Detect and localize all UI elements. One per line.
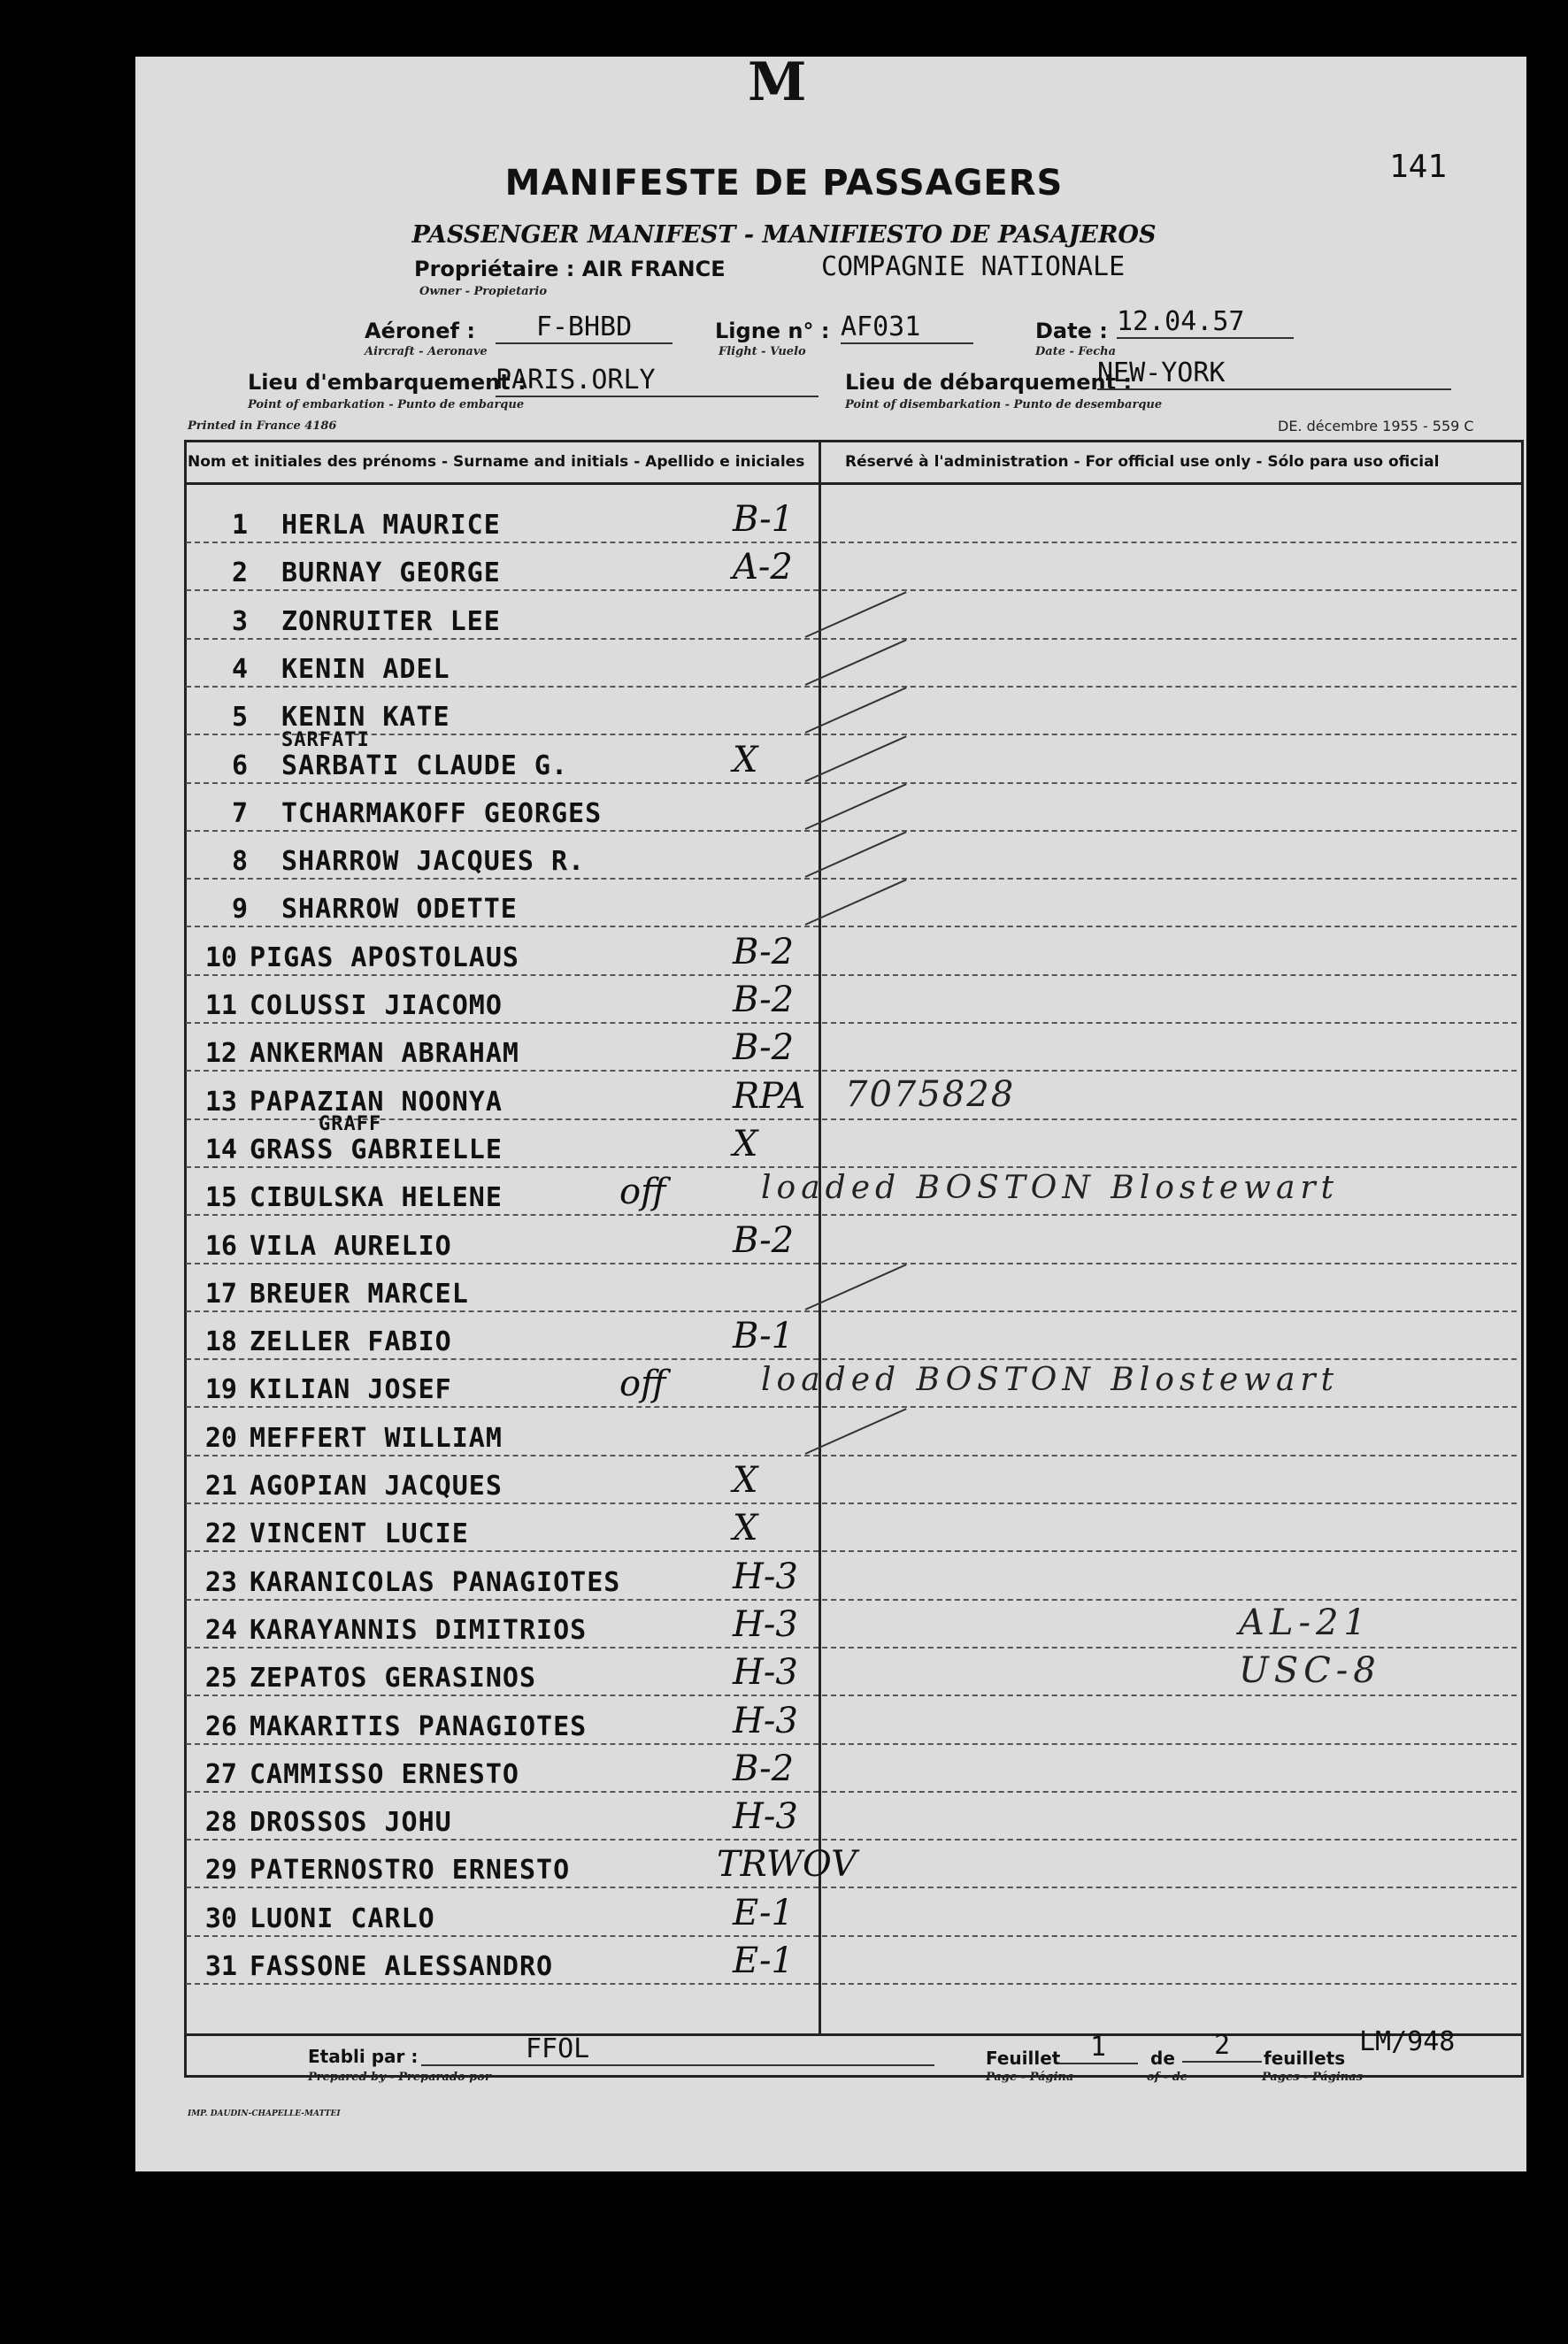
row-number: 30 (204, 1902, 237, 1934)
row-number: 5 (231, 702, 248, 734)
page-number: 141 (1389, 149, 1448, 185)
seat-mark: B-2 (733, 931, 795, 972)
of-value: 2 (1182, 2030, 1262, 2063)
row-number: 8 (231, 846, 248, 878)
seat-mark: E-1 (733, 1892, 794, 1933)
table-row-rule (186, 1310, 1517, 1312)
row-number: 25 (204, 1663, 237, 1695)
prepared-label: Etabli par : (308, 2046, 419, 2067)
embark-label: Lieu d'embarquement : (248, 370, 527, 395)
table-row-rule (186, 1839, 1517, 1841)
row-number: 26 (204, 1710, 237, 1742)
passenger-name: HERLA MAURICE (281, 510, 501, 541)
seat-mark: B-2 (733, 980, 795, 1020)
row-number: 12 (204, 1038, 237, 1070)
passenger-name: LUONI CARLO (250, 1902, 435, 1934)
table-row-rule (186, 1263, 1517, 1264)
seat-mark: off (619, 1172, 666, 1213)
passenger-name: PATERNOSTRO ERNESTO (250, 1855, 571, 1887)
page-subtitle: PASSENGER MANIFEST - MANIFIESTO DE PASAJEROS (411, 221, 1157, 249)
seat-mark: B-1 (733, 499, 795, 540)
row-number: 24 (204, 1614, 237, 1646)
passenger-name: SHARROW ODETTE (281, 894, 518, 926)
passenger-name: PIGAS APOSTOLAUS (250, 941, 519, 973)
row-number: 10 (204, 941, 237, 973)
table-row-rule (186, 686, 1517, 688)
row-number: 28 (204, 1807, 237, 1839)
disembark-value: NEW-YORK (1097, 357, 1451, 390)
form-code: DE. décembre 1955 - 559 C (1278, 418, 1474, 434)
seat-mark: B-2 (733, 1219, 795, 1261)
sheet-sub-page: Page - Página (986, 2071, 1074, 2084)
table-row-rule (186, 1935, 1517, 1937)
passenger-name: ZEPATOS GERASINOS (250, 1663, 537, 1695)
row-number: 2 (231, 557, 248, 589)
row-number: 21 (204, 1471, 237, 1502)
sheet-sub-pages: Pages - Páginas (1262, 2071, 1364, 2084)
table-row-rule (186, 1455, 1517, 1456)
table-row-rule (186, 1358, 1517, 1360)
row-number: 15 (204, 1182, 237, 1214)
seat-mark: B-2 (733, 1748, 795, 1789)
passenger-name: KENIN KATE (281, 702, 450, 734)
seat-mark: X (733, 1460, 758, 1501)
seat-mark: H-3 (733, 1700, 798, 1741)
row-number: 6 (231, 749, 248, 781)
seat-mark: X (733, 1123, 758, 1164)
row-number: 9 (231, 894, 248, 926)
table-row-rule (186, 1118, 1517, 1120)
table-row-rule (186, 638, 1517, 640)
table-row-rule (186, 1647, 1517, 1648)
table-row-rule (186, 1695, 1517, 1696)
passenger-name: ZELLER FABIO (250, 1326, 452, 1358)
table-row-rule (186, 878, 1517, 880)
aircraft-label: Aéronef : (365, 319, 475, 343)
table-row-rule (186, 589, 1517, 591)
table-row-rule (186, 1070, 1517, 1072)
passenger-name: CAMMISSO ERNESTO (250, 1758, 519, 1790)
passenger-name: BREUER MARCEL (250, 1278, 469, 1310)
seat-mark: TRWOV (717, 1844, 857, 1886)
col-admin-header: Réservé à l'administration - For official use only - Sólo para uso oficial (845, 453, 1440, 471)
row-number: 3 (231, 605, 248, 637)
passenger-name: AGOPIAN JACQUES (250, 1471, 503, 1502)
passenger-name: DROSSOS JOHU (250, 1807, 452, 1839)
reference-code: LM/948 (1359, 2026, 1456, 2057)
owner-value: COMPAGNIE NATIONALE (821, 251, 1126, 282)
passenger-name: MEFFERT WILLIAM (250, 1422, 503, 1454)
sheet-sub-of: of - de (1147, 2071, 1188, 2084)
passenger-name: ZONRUITER LEE (281, 605, 501, 637)
row-number: 4 (231, 653, 248, 685)
seat-mark: H-3 (733, 1652, 798, 1694)
table-row-rule (186, 1599, 1517, 1601)
sheet-label: Feuillet (986, 2048, 1061, 2069)
passenger-name: KILIAN JOSEF (250, 1374, 452, 1406)
table-row-rule (186, 974, 1517, 976)
printer-credit: IMP. DAUDIN-CHAPELLE-MATTEI (188, 2110, 341, 2118)
embark-value: PARIS.ORLY (496, 365, 819, 397)
table-row-rule (186, 1166, 1517, 1168)
admin-note: loaded BOSTON Blostewart (761, 1362, 1340, 1399)
passenger-name: KARAYANNIS DIMITRIOS (250, 1614, 588, 1646)
passenger-name: KARANICOLAS PANAGIOTES (250, 1566, 621, 1598)
date-value: 12.04.57 (1117, 306, 1294, 339)
row-number: 7 (231, 797, 248, 829)
printed-note: Printed in France 4186 (188, 419, 337, 433)
table-row-rule (186, 782, 1517, 784)
seat-mark: off (619, 1364, 666, 1405)
passenger-name: PAPAZIAN NOONYA (250, 1086, 503, 1118)
seat-mark: B-2 (733, 1027, 795, 1069)
seat-mark: X (733, 739, 758, 780)
passenger-name: ANKERMAN ABRAHAM (250, 1038, 519, 1070)
row-number: 18 (204, 1326, 237, 1358)
aircraft-value: F-BHBD (496, 311, 673, 344)
table-row-rule (186, 1791, 1517, 1793)
admin-note: USC-8 (1239, 1650, 1381, 1692)
row-number: 14 (204, 1134, 237, 1165)
admin-note: loaded BOSTON Blostewart (761, 1170, 1340, 1207)
row-number: 16 (204, 1230, 237, 1262)
passenger-name: GRASS GABRIELLE (250, 1134, 503, 1165)
table-row-rule (186, 1743, 1517, 1745)
table-row-rule (186, 1022, 1517, 1024)
flight-label: Ligne n° : (715, 319, 830, 343)
table-row-rule (186, 1550, 1517, 1552)
passenger-name: FASSONE ALESSANDRO (250, 1951, 554, 1982)
row-number: 20 (204, 1422, 237, 1454)
passenger-name: SHARROW JACQUES R. (281, 846, 586, 878)
table-row-rule (186, 1983, 1517, 1985)
sheet-value: 1 (1058, 2032, 1138, 2064)
top-mark: M (748, 51, 807, 113)
table-row-rule (186, 926, 1517, 927)
seat-mark: A-2 (733, 547, 793, 588)
table-row-rule (186, 830, 1517, 832)
admin-note: AL-21 (1239, 1602, 1372, 1643)
col-name-header: Nom et initiales des prénoms - Surname and initials - Apellido e iniciales (188, 453, 805, 471)
embark-sub: Point of embarkation - Punto de embarque (248, 398, 525, 411)
passenger-name: SARBATI CLAUDE G. (281, 749, 569, 781)
passenger-name: VILA AURELIO (250, 1230, 452, 1262)
row-number: 13 (204, 1086, 237, 1118)
table-row-rule (186, 542, 1517, 543)
flight-value: AF031 (841, 311, 973, 344)
disembark-label: Lieu de débarquement : (845, 370, 1133, 395)
passenger-name: TCHARMAKOFF GEORGES (281, 797, 603, 829)
passenger-name: COLUSSI JIACOMO (250, 990, 503, 1021)
prepared-sub: Prepared by - Preparado por (308, 2071, 491, 2084)
disembark-sub: Point of disembarkation - Punto de desembarque (845, 398, 1163, 411)
owner-sub: Owner - Propietario (419, 285, 548, 298)
seat-mark: H-3 (733, 1556, 798, 1597)
owner-label: Propriétaire : AIR FRANCE (414, 257, 726, 281)
prepared-value-text: FFOL (526, 2033, 590, 2064)
date-label: Date : (1035, 319, 1108, 343)
row-number: 31 (204, 1951, 237, 1982)
row-number: 11 (204, 990, 237, 1021)
row-number: 1 (231, 510, 248, 541)
table-row-rule (186, 734, 1517, 735)
seat-mark: RPA (733, 1075, 806, 1117)
sheets-label: feuillets (1264, 2048, 1346, 2069)
row-number: 19 (204, 1374, 237, 1406)
row-number: 23 (204, 1566, 237, 1598)
seat-mark: B-1 (733, 1316, 795, 1357)
seat-mark: H-3 (733, 1603, 798, 1645)
table-row-rule (186, 1887, 1517, 1888)
table-row-rule (186, 1214, 1517, 1216)
header-divider (184, 482, 1521, 485)
table-row-rule (186, 1502, 1517, 1504)
passenger-name: BURNAY GEORGE (281, 557, 501, 589)
admin-note: 7075828 (845, 1073, 1016, 1115)
prepared-value (421, 2033, 934, 2066)
row-number: 27 (204, 1758, 237, 1790)
seat-mark: X (733, 1508, 758, 1549)
passenger-name: KENIN ADEL (281, 653, 450, 685)
name-correction: GRAFF (319, 1112, 382, 1135)
table-row-rule (186, 1406, 1517, 1408)
seat-mark: H-3 (733, 1796, 798, 1838)
passenger-name: MAKARITIS PANAGIOTES (250, 1710, 588, 1742)
passenger-name: VINCENT LUCIE (250, 1518, 469, 1550)
row-number: 17 (204, 1278, 237, 1310)
name-correction: SARFATI (281, 728, 370, 751)
passenger-name: CIBULSKA HELENE (250, 1182, 503, 1214)
row-number: 22 (204, 1518, 237, 1550)
flight-sub: Flight - Vuelo (719, 345, 806, 358)
seat-mark: E-1 (733, 1941, 794, 1981)
row-number: 29 (204, 1855, 237, 1887)
date-sub: Date - Fecha (1035, 345, 1116, 358)
aircraft-sub: Aircraft - Aeronave (365, 345, 488, 358)
page-title: MANIFESTE DE PASSAGERS (504, 163, 1064, 204)
of-label: de (1150, 2048, 1175, 2069)
